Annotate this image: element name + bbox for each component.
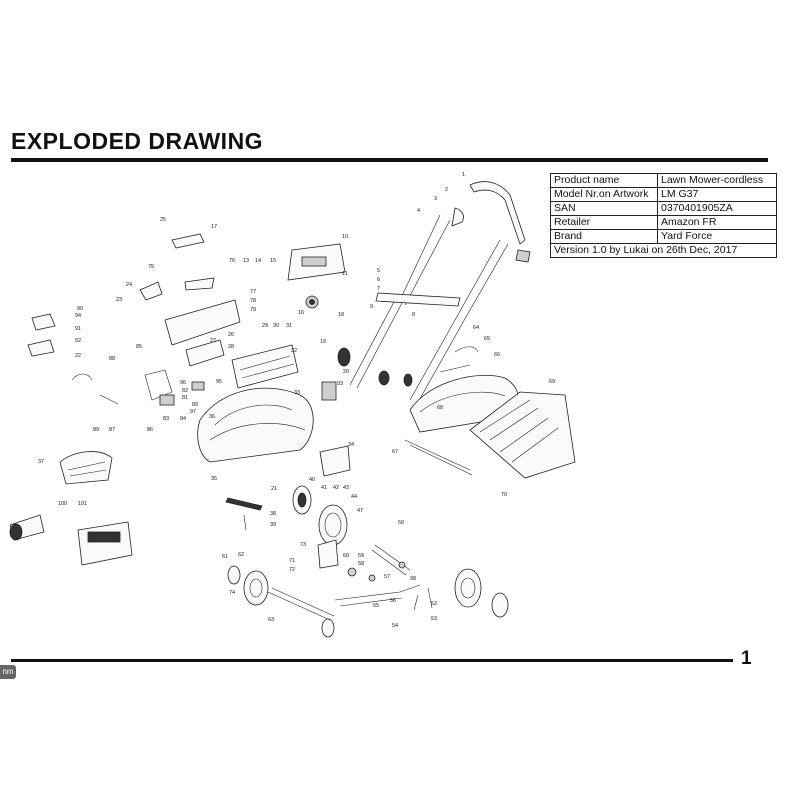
callout: 47 xyxy=(357,508,364,514)
callout: 83 xyxy=(163,416,170,422)
callout: 22 xyxy=(75,353,82,359)
callout: 28 xyxy=(228,344,235,350)
info-key: Product name xyxy=(551,174,658,188)
callout: 88 xyxy=(109,356,116,362)
callout: 82 xyxy=(182,388,189,394)
callout: 80 xyxy=(192,402,199,408)
page-title: EXPLODED DRAWING xyxy=(11,128,264,154)
callout: 34 xyxy=(348,442,355,448)
callout: 39 xyxy=(270,522,277,528)
handle-assembly xyxy=(338,182,530,404)
callout: 56 xyxy=(390,598,397,604)
callout: 58 xyxy=(358,561,365,567)
callout: 40 xyxy=(309,477,316,483)
bottom-rule xyxy=(11,659,733,662)
callout: 77 xyxy=(250,289,257,295)
callout: 69 xyxy=(549,379,556,385)
callout: 93 xyxy=(337,381,344,387)
callout: 85 xyxy=(136,344,143,350)
info-value: Yard Force xyxy=(658,230,777,244)
grass-box xyxy=(405,347,575,478)
callout: 33 xyxy=(294,390,301,396)
main-deck xyxy=(198,345,350,476)
callout: 24 xyxy=(126,282,133,288)
callout: 23 xyxy=(116,297,123,303)
callout: 92 xyxy=(75,338,82,344)
callout: 76 xyxy=(229,258,236,264)
callout: 71 xyxy=(289,558,296,564)
callout: 5 xyxy=(377,268,381,274)
callout: 64 xyxy=(473,325,480,331)
callout: 13 xyxy=(243,258,250,264)
callout: 18 xyxy=(338,312,345,318)
callout: 8 xyxy=(412,312,416,318)
callout: 57 xyxy=(384,574,391,580)
callout: 100 xyxy=(58,501,68,507)
upper-left-parts xyxy=(28,234,240,405)
callout: 29 xyxy=(262,323,269,329)
callout: 62 xyxy=(238,552,245,558)
callout: 61 xyxy=(222,554,229,560)
callout: 20 xyxy=(343,369,350,375)
callout: 67 xyxy=(392,449,399,455)
info-value: LM G37 xyxy=(658,188,777,202)
callout: 59 xyxy=(358,553,365,559)
callout: 2 xyxy=(445,187,449,193)
callout: 36 xyxy=(209,414,216,420)
callout: 97 xyxy=(190,409,197,415)
callout: 27 xyxy=(210,338,217,344)
callout: 55 xyxy=(373,603,380,609)
callout: 19 xyxy=(320,339,327,345)
battery-cover xyxy=(288,244,345,308)
callout: 60 xyxy=(343,553,350,559)
callout: 94 xyxy=(75,313,82,319)
callout: 14 xyxy=(255,258,262,264)
callout: 43 xyxy=(343,485,350,491)
version-note: Version 1.0 by Lukai on 26th Dec, 2017 xyxy=(551,244,777,258)
callout: 74 xyxy=(229,590,236,596)
callout: 91 xyxy=(75,326,82,332)
callout: 30 xyxy=(273,323,280,329)
callout: 73 xyxy=(300,542,307,548)
callout: 11 xyxy=(342,271,348,277)
callout: 84 xyxy=(180,416,187,422)
info-key: Retailer xyxy=(551,216,658,230)
callout: 15 xyxy=(270,258,277,264)
callout: 75 xyxy=(148,264,155,270)
corner-tag: nm xyxy=(0,665,16,679)
callout: 21 xyxy=(271,486,278,492)
callout: 32 xyxy=(291,348,298,354)
callout: 50 xyxy=(398,520,405,526)
callout: 52 xyxy=(431,601,438,607)
callout: 26 xyxy=(228,332,235,338)
callout: 79 xyxy=(250,307,257,313)
info-value: Amazon FR xyxy=(658,216,777,230)
battery-and-charger xyxy=(10,452,132,565)
callout: 10 xyxy=(342,234,349,240)
callout: 65 xyxy=(484,336,491,342)
callout: 68 xyxy=(437,405,444,411)
info-value: Lawn Mower-cordless xyxy=(658,174,777,188)
callout: 54 xyxy=(392,623,399,629)
callout: 63 xyxy=(268,617,275,623)
callout: 3 xyxy=(434,196,438,202)
callout: 44 xyxy=(351,494,358,500)
callout: 87 xyxy=(109,427,116,433)
callout: 9 xyxy=(370,304,374,310)
callout: 72 xyxy=(289,567,296,573)
callout: 35 xyxy=(211,476,218,482)
callout: 81 xyxy=(182,395,189,401)
callout: 78 xyxy=(250,298,257,304)
callout: 96 xyxy=(180,380,187,386)
callout: 42 xyxy=(333,485,340,491)
callout: 86 xyxy=(147,427,154,433)
blade-parts xyxy=(226,498,262,530)
callout: 98 xyxy=(410,576,417,582)
callout: 53 xyxy=(431,616,438,622)
callout: 1 xyxy=(462,172,466,178)
info-key: Brand xyxy=(551,230,658,244)
info-key: SAN xyxy=(551,202,658,216)
callout: 17 xyxy=(211,224,218,230)
height-adjust-linkage xyxy=(268,540,432,620)
callout: 4 xyxy=(417,208,421,214)
wheels xyxy=(228,486,508,637)
callout: 101 xyxy=(78,501,88,507)
callout: 70 xyxy=(501,492,508,498)
callout: 31 xyxy=(286,323,293,329)
info-key: Model Nr.on Artwork xyxy=(551,188,658,202)
callout: 37 xyxy=(38,459,45,465)
info-value: 0370401905ZA xyxy=(658,202,777,216)
callout: 25 xyxy=(160,217,167,223)
callout: 89 xyxy=(93,427,100,433)
callout: 95 xyxy=(216,379,223,385)
page-number: 1 xyxy=(741,648,752,669)
callout: 16 xyxy=(298,310,305,316)
callout: 66 xyxy=(494,352,501,358)
callout: 6 xyxy=(377,277,381,283)
callout: 38 xyxy=(270,511,277,517)
callout: 41 xyxy=(321,485,328,491)
callout: 90 xyxy=(77,306,84,312)
callout: 7 xyxy=(377,286,381,292)
